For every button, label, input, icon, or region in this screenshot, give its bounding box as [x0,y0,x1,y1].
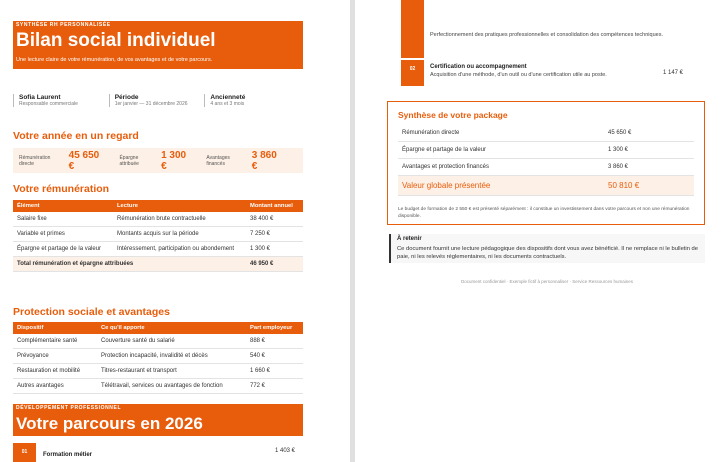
section-title-year: Votre année en un regard [13,130,139,142]
package-summary-box [387,101,705,225]
step-amount: 1 403 € [275,448,296,454]
table-row: Autres avantages Télétravail, services ou avantages de fonction 772 € [13,379,303,394]
col-header: Lecture [113,200,246,212]
summary-row: Épargne et partage de la valeur 1 300 € [398,142,694,159]
table-row: Restauration et mobilité Titres-restaurant et transport 1 660 € [13,364,303,379]
summary-row: Rémunération directe 45 650 € [398,125,694,142]
step-title: Formation métier [43,452,93,458]
table-row: Variable et primes Montants acquis sur la période 7 250 € [13,227,303,242]
col-header: Part employeur [246,322,303,334]
remuneration-table [13,200,303,272]
protection-table [13,322,303,394]
col-header: Dispositif [13,322,97,334]
step-number: 02 [401,60,424,86]
col-header: Ce qu'il apporte [97,322,246,334]
identity-seniority: Ancienneté 4 ans et 3 mois [204,94,300,107]
table-row: Complémentaire santé Couverture santé du salarié 888 € [13,334,303,349]
dev-kicker: DÉVELOPPEMENT PROFESSIONNEL [13,404,303,412]
page-title: Bilan social individuel [16,30,216,51]
key-takeaway-box [389,234,705,263]
document-page-left [0,0,350,462]
package-summary-title: Synthèse de votre package [398,110,508,120]
summary-note: Le budget de formation de 2 550 € est présenté séparément : il constitue un investissement dans votre parcours et non une rémunération disponible. [398,207,690,219]
table-total-row: Total rémunération et épargne attribuées 46 950 € [13,257,303,272]
table-row: Salaire fixe Rémunération brute contractuelle 38 400 € [13,212,303,227]
step-amount: 1 147 € [663,70,684,76]
step-description: Perfectionnement des pratiques professionnelles et consolidation des compétences techniques. [430,32,663,38]
takeaway-title: À retenir [397,236,422,242]
identity-employee: Sofia Laurent Responsable commerciale [13,94,109,107]
step-number: 01 [13,443,36,462]
identity-period: Période 1er janvier — 31 décembre 2026 [109,94,205,107]
section-title-remuneration: Votre rémunération [13,183,110,195]
document-page-right [355,0,726,462]
section-title-protection: Protection sociale et avantages [13,306,170,318]
step-description: Acquisition d'une méthode, d'un outil ou d'une certification utile au poste. [430,72,607,78]
page-subtitle: Une lecture claire de votre rémunération, de vos avantages et de votre parcours. [16,57,213,63]
col-header: Élément [13,200,113,212]
dev-title: Votre parcours en 2026 [13,412,303,436]
page-footer: Document confidentiel · Exemple fictif à personnaliser · Service Ressources humaines [460,279,634,284]
takeaway-text: Ce document fournit une lecture pédagogique des dispositifs dont vous avez bénéficié. Il ne remplace ni le bulletin de paie, ni les relevés réglementaires, ni les documents contractuels. [397,246,698,260]
step-title: Certification ou accompagnement [430,64,527,70]
col-header: Montant annuel [246,200,303,212]
kpi-avantages: Avantages financés 3 860 € [206,149,277,172]
hero-kicker: SYNTHÈSE RH PERSONNALISÉE [13,21,114,29]
table-row: Épargne et partage de la valeur Intéressement, participation ou abondement 1 300 € [13,242,303,257]
step-number-continued [401,0,424,58]
kpi-strip [13,148,303,173]
kpi-remuneration: Rémunération directe 45 650 € [19,149,100,172]
table-row: Prévoyance Protection incapacité, invalidité et décès 540 € [13,349,303,364]
kpi-epargne: Épargne attribuée 1 300 € [119,149,187,172]
summary-row: Avantages et protection financés 3 860 € [398,159,694,176]
identity-row [13,94,303,107]
summary-total-row: Valeur globale présentée 50 810 € [398,176,694,196]
